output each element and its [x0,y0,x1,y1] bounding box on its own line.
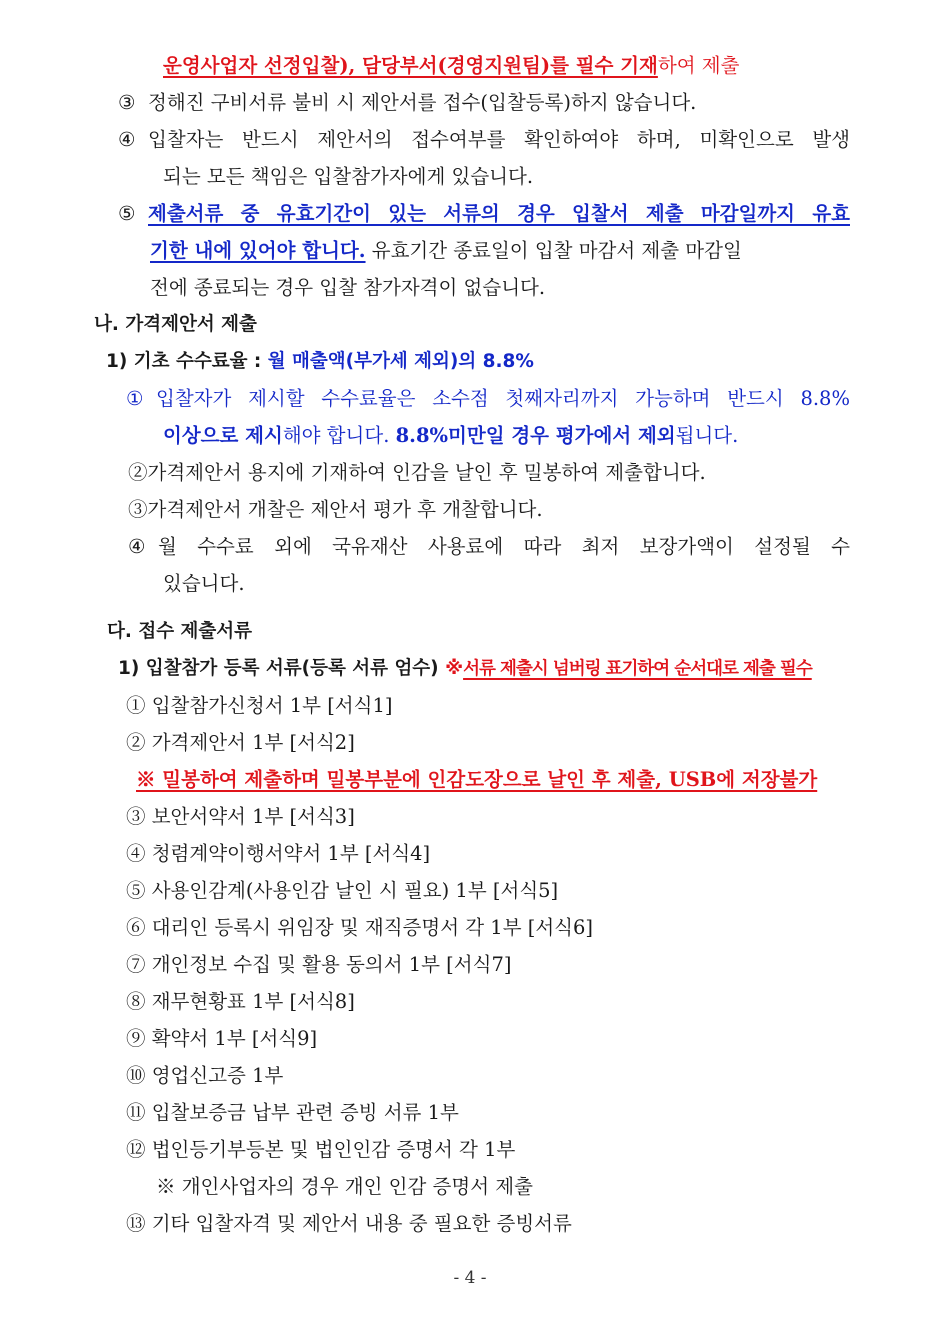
list-item-5 [118,200,850,228]
list-item-4-cont: 되는 모든 책임은 입찰참가자에게 있습니다. [163,165,534,188]
section-heading-da: 다. 접수 제출서류 [107,621,253,642]
doc-item-5: ⑤ 사용인감계(사용인감 날인 시 필요) 1부 [서식5] [126,879,559,902]
emphasis-text: 8.8%미만일 경우 평가에서 제외 [395,424,676,447]
doc-item-4: ④ 청렴계약이행서약서 1부 [서식4] [126,842,431,865]
doc-item-9: ⑨ 확약서 1부 [서식9] [126,1027,318,1050]
validity-emphasis-end: 기한 내에 있어야 합니다. [150,239,366,262]
item-text: 입찰자는 반드시 제안서의 접수여부를 확인하여야 하며, 미확인으로 발생 [148,128,850,151]
page-number: - 4 - [453,1268,487,1288]
doc-item-2: ② 가격제안서 1부 [서식2] [126,731,355,754]
item-marker: ① [126,387,144,410]
na-item-1 [126,385,850,413]
item-text: 월 수수료 외에 국유재산 사용료에 따라 최저 보장가액이 설정될 수 [158,535,850,558]
doc-item-7: ⑦ 개인정보 수집 및 활용 동의서 1부 [서식7] [126,953,512,976]
na-item-4 [128,533,850,561]
numbering-required-note: 서류 제출시 넘버링 표기하여 순서대로 제출 필수 [463,659,812,679]
doc-item-1: ① 입찰참가신청서 1부 [서식1] [126,694,393,717]
item-marker: ④ [128,535,146,558]
sealing-warning: ※ 밀봉하여 제출하며 밀봉부분에 인감도장으로 날인 후 제출, USB에 저장불가 [136,768,818,791]
na-item-3: ③가격제안서 개찰은 제안서 평가 후 개찰합니다. [128,498,543,521]
sub-heading-label: 1) 입찰참가 등록 서류(등록 서류 엄수) [118,658,446,679]
submission-note-line [163,52,739,80]
sub-heading-label: 1) 기초 수수료율 : [106,351,268,372]
item-text: 해야 합니다. [282,424,396,447]
required-field-emphasis: 운영사업자 선정입찰), 담당부서(경영지원팀)를 필수 기재 [163,54,658,77]
list-item-5-cont2: 전에 종료되는 경우 입찰 참가자격이 없습니다. [150,276,546,299]
validity-emphasis: 제출서류 중 유효기간이 있는 서류의 경우 입찰서 제출 마감일까지 유효 [148,202,850,225]
doc-item-10: ⑩ 영업신고증 1부 [126,1064,284,1087]
na-item-2: ②가격제안서 용지에 기재하여 인감을 날인 후 밀봉하여 제출합니다. [128,461,706,484]
individual-business-note: ※ 개인사업자의 경우 개인 인감 증명서 제출 [156,1175,533,1198]
item-marker: ③ [118,91,136,114]
item-text: 정해진 구비서류 불비 시 제안서를 접수(입찰등록)하지 않습니다. [148,91,697,114]
doc-item-8: ⑧ 재무현황표 1부 [서식8] [126,990,355,1013]
emphasis-text: 이상으로 제시 [163,424,283,447]
fee-rate-value: 월 매출액(부가세 제외)의 8.8% [267,351,534,372]
item-marker: ⑤ [118,202,136,225]
list-item-3 [118,89,696,117]
doc-item-6: ⑥ 대리인 등록시 위임장 및 재직증명서 각 1부 [서식6] [126,916,594,939]
doc-item-12: ⑫ 법인등기부등본 및 법인인감 증명서 각 1부 [126,1138,516,1161]
required-field-tail: 하여 제출 [657,54,740,77]
na-item-1-cont [163,422,738,450]
base-fee-rate-line [106,348,534,376]
list-item-5-cont [150,237,742,265]
item-text: 유효기간 종료일이 입찰 마감서 제출 마감일 [365,239,742,262]
note-mark: ※ [445,658,464,679]
item-marker: ④ [118,128,136,151]
doc-item-3: ③ 보안서약서 1부 [서식3] [126,805,355,828]
section-heading-na: 나. 가격제안서 제출 [94,314,257,335]
list-item-4 [118,126,850,154]
doc-item-13: ⑬ 기타 입찰자격 및 제안서 내용 중 필요한 증빙서류 [126,1212,572,1235]
registration-docs-line [118,655,812,683]
na-item-4-cont: 있습니다. [163,572,245,595]
item-text: 됩니다. [675,424,739,447]
doc-item-11: ⑪ 입찰보증금 납부 관련 증빙 서류 1부 [126,1101,459,1124]
item-text: 입찰자가 제시할 수수료율은 소수점 첫째자리까지 가능하며 반드시 8.8% [156,387,850,410]
